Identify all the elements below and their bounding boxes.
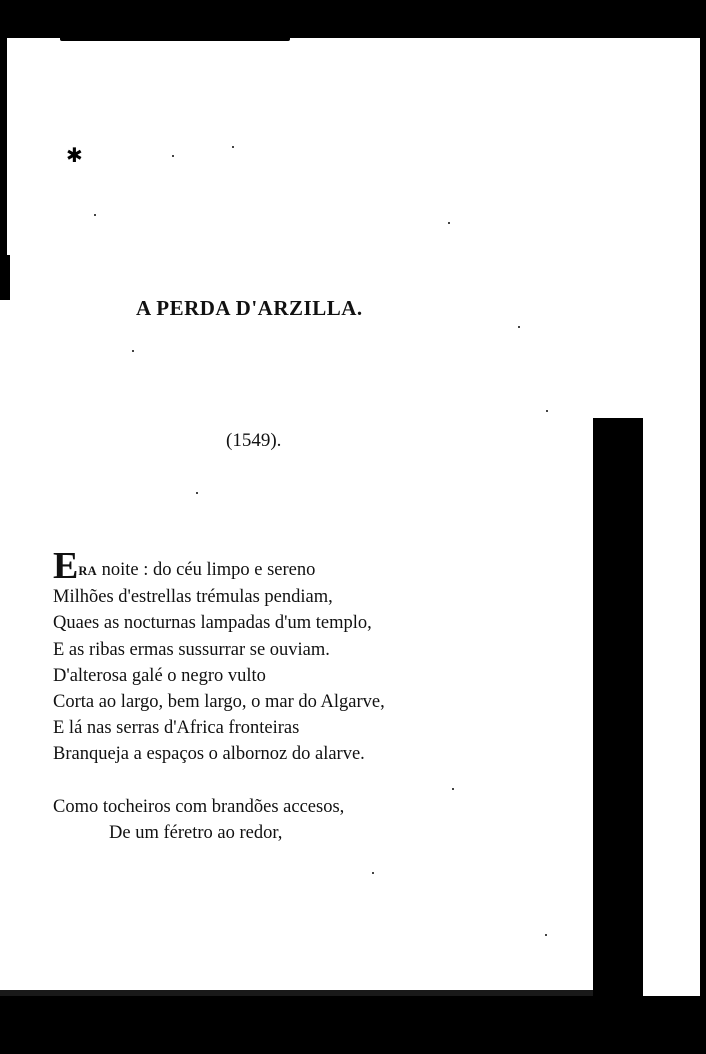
poem-line: E as ribas ermas sussurrar se ouviam.	[53, 639, 330, 660]
poem-date: (1549).	[226, 430, 282, 451]
scan-speck	[372, 872, 374, 874]
small-caps: RA	[78, 564, 98, 578]
poem-line: E lá nas serras d'Africa fronteiras	[53, 718, 300, 739]
scan-speck	[232, 146, 234, 148]
poem-title: A PERDA D'ARZILLA.	[136, 296, 363, 320]
line-rest: noite : do céu limpo e sereno	[97, 560, 316, 580]
scan-speck	[132, 350, 134, 352]
scan-speck	[172, 155, 174, 157]
stanza-break	[53, 768, 453, 794]
poem-line: Quaes as nocturnas lampadas d'um templo,	[53, 613, 372, 634]
scan-streak	[60, 33, 290, 41]
poem-line	[53, 545, 453, 587]
poem-line-indented: De um féretro ao redor,	[109, 822, 283, 843]
poem-line: Corta ao largo, bem largo, o mar do Algarve,	[53, 692, 385, 713]
scan-border-bottom	[0, 996, 706, 1054]
scan-speck	[545, 934, 547, 936]
poem-line: Milhões d'estrellas trémulas pendiam,	[53, 587, 333, 608]
scan-border-left-mark	[0, 255, 10, 300]
scan-speck	[448, 222, 450, 224]
poem-line: Branqueja a espaços o albornoz do alarve.	[53, 744, 365, 765]
scan-speck	[196, 492, 198, 494]
scan-border-right	[700, 38, 706, 998]
fleuron-icon: ✱	[66, 143, 83, 167]
poem-line: Como tocheiros com brandões accesos,	[53, 796, 345, 817]
poem-body	[53, 545, 453, 846]
scan-shadow-right	[593, 418, 643, 998]
drop-cap: E	[53, 545, 79, 587]
scan-speck	[518, 326, 520, 328]
scan-speck	[94, 214, 96, 216]
scan-speck	[546, 410, 548, 412]
poem-line: D'alterosa galé o negro vulto	[53, 665, 266, 686]
